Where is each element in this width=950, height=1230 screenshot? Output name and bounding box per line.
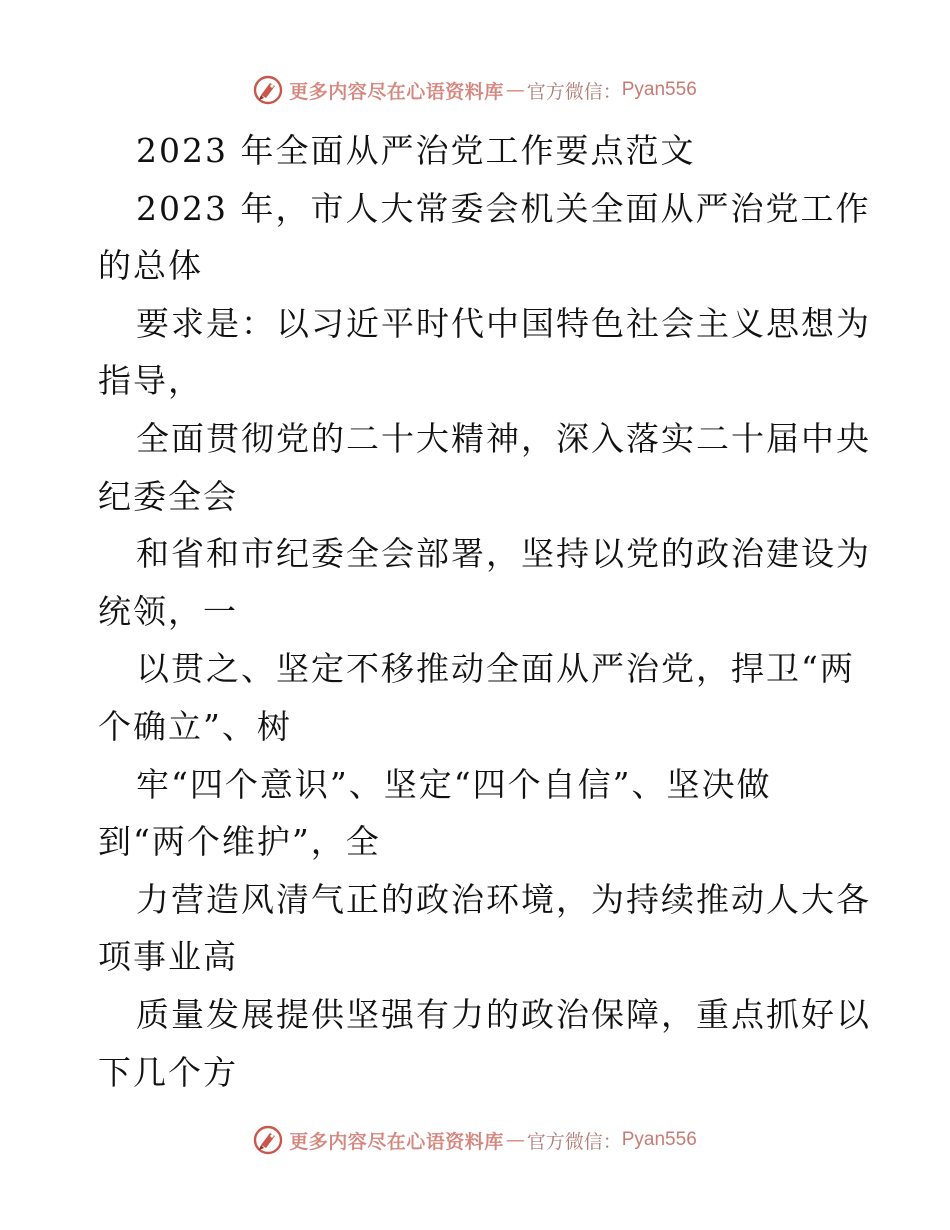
header-site-text: 更多内容尽在心语资料库 [289, 80, 504, 103]
paragraph-line: 和省和市纪委全会部署，坚持以党的政治建设为 [136, 534, 871, 574]
paragraph-line: 到“两个维护”，全 [98, 822, 381, 862]
paragraph-line: 2023 年，市人大常委会机关全面从严治党工作 [136, 188, 871, 228]
pen-nib-logo-icon [253, 75, 283, 105]
paragraph-line: 个确立”、树 [98, 706, 292, 746]
header-watermark [0, 70, 950, 110]
paragraph-line: 要求是：以习近平时代中国特色社会主义思想为 [136, 303, 871, 343]
paragraph-line: 力营造风清气正的政治环境，为持续推动人大各 [136, 879, 871, 919]
header-dash: — [505, 79, 525, 101]
header-wechat-label: 官方微信： [526, 80, 622, 103]
footer-dash: — [505, 1129, 525, 1151]
pen-nib-logo-icon [253, 1125, 283, 1155]
paragraph-line: 以贯之、坚定不移推动全面从严治党，捍卫“两 [136, 649, 855, 689]
paragraph-line: 全面贯彻党的二十大精神，深入落实二十届中央 [136, 418, 871, 458]
paragraph-line: 质量发展提供坚强有力的政治保障，重点抓好以 [136, 994, 871, 1034]
footer-wechat-label: 官方微信： [526, 1130, 622, 1153]
paragraph-line: 下几个方 [98, 1052, 238, 1092]
document-body [98, 122, 871, 1101]
paragraph-line: 项事业高 [98, 937, 238, 977]
header-wechat-id: Pyan556 [621, 79, 697, 100]
footer-wechat-id: Pyan556 [621, 1129, 697, 1150]
paragraph-line: 纪委全会 [98, 476, 238, 516]
paragraph-line: 的总体 [98, 246, 203, 286]
paragraph-line: 指导， [98, 361, 203, 401]
footer-site-text: 更多内容尽在心语资料库 [289, 1130, 504, 1153]
paragraph-line: 牢“四个意识”、坚定“四个自信”、坚决做 [136, 764, 772, 804]
paragraph-line: 统领，一 [98, 591, 238, 631]
footer-watermark [0, 1120, 950, 1160]
document-title: 2023 年全面从严治党工作要点范文 [136, 131, 696, 170]
